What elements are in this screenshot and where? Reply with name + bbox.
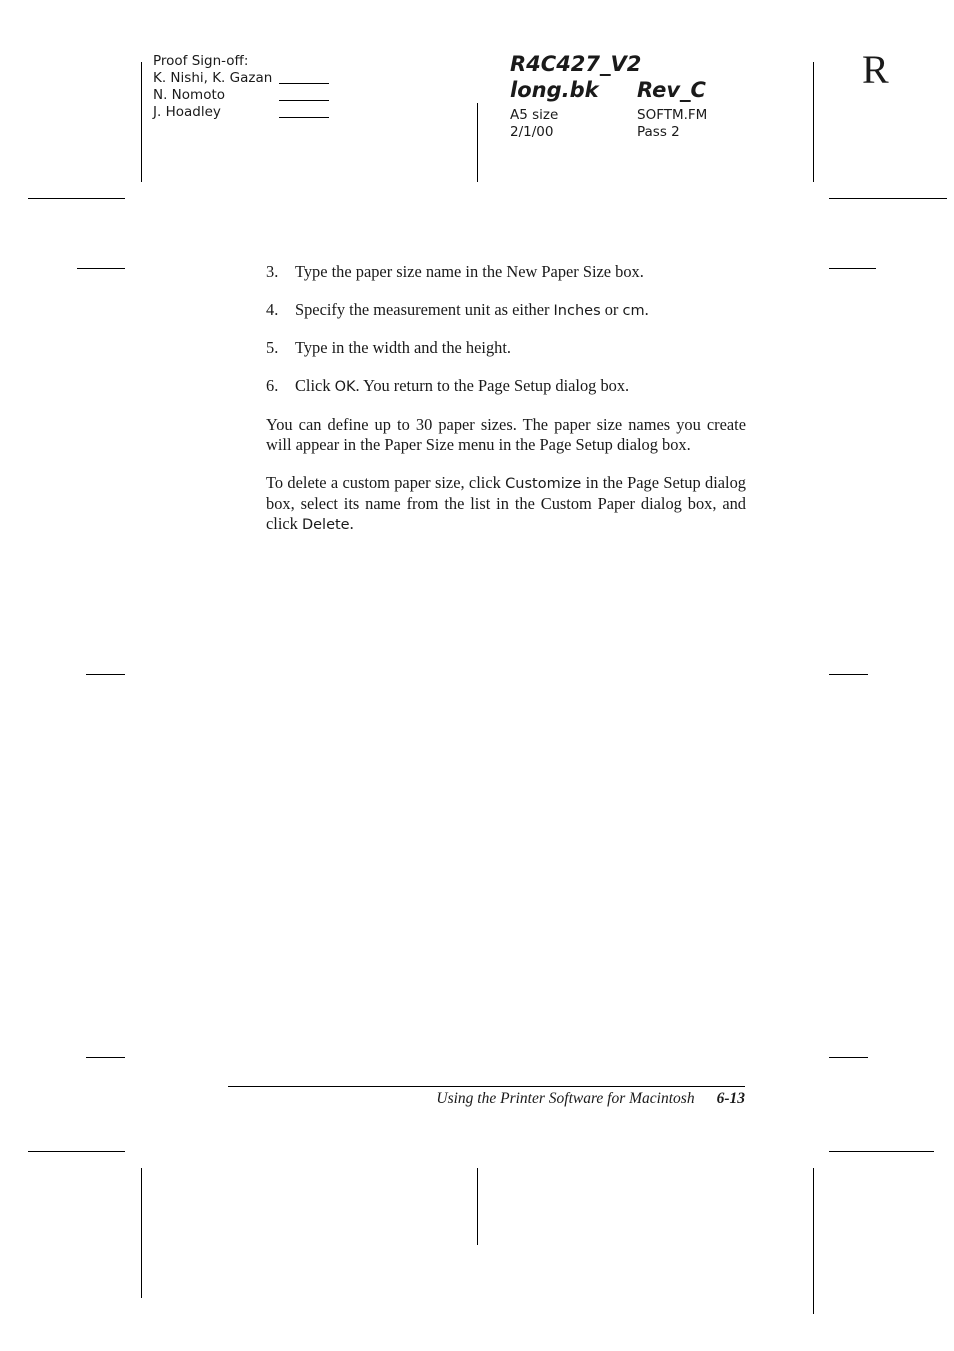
crop-mark bbox=[141, 1168, 142, 1298]
signoff-name: N. Nomoto bbox=[153, 87, 226, 103]
step-item bbox=[266, 338, 746, 358]
step-text: Type the paper size name in the New Paper Size box. bbox=[295, 262, 644, 281]
page-footer bbox=[228, 1089, 745, 1109]
signoff-name: K. Nishi, K. Gazan bbox=[153, 70, 273, 86]
crop-mark bbox=[829, 268, 876, 269]
paragraph-delete-custom: To delete a custom paper size, click Customize in the Page Setup dialog box, select its name from the list in the Custom Paper dialog box, and click Delete. bbox=[266, 472, 747, 533]
signoff-row bbox=[153, 104, 329, 121]
crop-mark bbox=[86, 1057, 125, 1058]
proof-pass: Pass 2 bbox=[637, 123, 680, 140]
doc-book: long.bk bbox=[510, 78, 599, 102]
ui-term-ok: OK bbox=[334, 378, 356, 395]
crop-mark bbox=[77, 268, 125, 269]
page-content bbox=[266, 262, 746, 535]
step-item bbox=[266, 300, 746, 321]
crop-mark bbox=[813, 1168, 814, 1314]
document-id bbox=[510, 51, 706, 103]
crop-mark bbox=[477, 1168, 478, 1245]
crop-mark bbox=[28, 198, 125, 199]
crop-mark bbox=[141, 62, 142, 182]
proof-date: 2/1/00 bbox=[510, 123, 554, 140]
corner-mark: R bbox=[862, 47, 889, 92]
crop-mark bbox=[829, 198, 947, 199]
signature-line bbox=[279, 87, 329, 101]
crop-mark bbox=[813, 62, 814, 182]
crop-mark bbox=[28, 1151, 125, 1152]
page-size: A5 size bbox=[510, 107, 559, 123]
step-text: Click OK. You return to the Page Setup dialog box. bbox=[295, 375, 630, 395]
signoff-name: J. Hoadley bbox=[153, 104, 221, 120]
signoff-row bbox=[153, 87, 329, 104]
page-number: 6-13 bbox=[716, 1090, 745, 1107]
crop-mark bbox=[829, 1151, 934, 1152]
ui-term-cm: cm bbox=[622, 302, 645, 319]
signoff-row bbox=[153, 70, 329, 87]
file-name: SOFTM.FM bbox=[637, 107, 708, 123]
ui-term-inches: Inches bbox=[553, 302, 601, 319]
proof-signoff bbox=[153, 53, 329, 121]
doc-book-rev bbox=[510, 77, 706, 103]
crop-mark bbox=[86, 674, 125, 675]
ui-term-delete: Delete bbox=[301, 516, 350, 533]
step-text: Type in the width and the height. bbox=[295, 338, 511, 357]
proof-label: Proof Sign-off: bbox=[153, 53, 249, 69]
step-text: Specify the measurement unit as either Inches or cm. bbox=[295, 299, 649, 319]
signature-line bbox=[279, 104, 329, 118]
footer-rule bbox=[228, 1086, 745, 1087]
doc-revision: Rev_C bbox=[637, 78, 706, 102]
footer-title: Using the Printer Software for Macintosh bbox=[436, 1090, 695, 1107]
ui-term-customize: Customize bbox=[505, 475, 582, 492]
step-number: 5. bbox=[266, 338, 279, 357]
paragraph-paper-sizes: You can define up to 30 paper sizes. The paper size names you create will appear in the Paper Size menu in the Page Setup dialog box. bbox=[266, 414, 746, 454]
signature-line bbox=[279, 70, 329, 84]
crop-mark bbox=[477, 103, 478, 182]
step-number: 3. bbox=[266, 262, 279, 281]
crop-mark bbox=[829, 674, 868, 675]
crop-mark bbox=[829, 1057, 868, 1058]
step-item bbox=[266, 376, 746, 397]
doc-code: R4C427_V2 bbox=[510, 52, 642, 76]
meta-row bbox=[510, 124, 707, 141]
step-item bbox=[266, 262, 746, 282]
document-meta bbox=[510, 107, 707, 140]
step-number: 6. bbox=[266, 375, 279, 395]
step-number: 4. bbox=[266, 299, 279, 319]
meta-row bbox=[510, 107, 707, 124]
